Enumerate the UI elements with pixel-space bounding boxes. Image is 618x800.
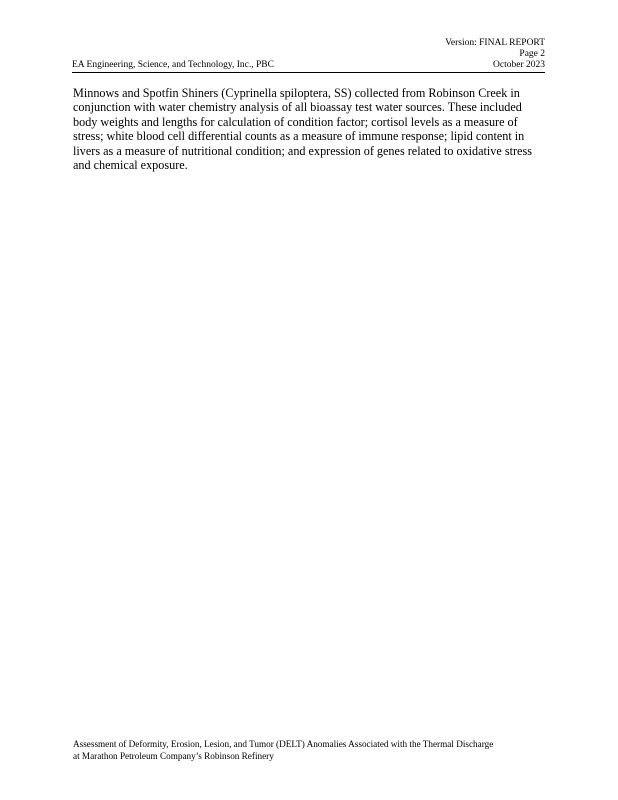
report-version: Version: FINAL REPORT (445, 38, 545, 48)
running-header-right (445, 38, 545, 71)
body-line: livers as a measure of nutritional condition; and expression of genes related to oxidative stress (73, 143, 532, 158)
running-footer (73, 739, 493, 762)
body-line: stress; white blood cell differential counts as a measure of immune response; lipid content in (73, 129, 525, 144)
header-divider (72, 72, 545, 73)
body-line: body weights and lengths for calculation of condition factor; cortisol levels as a measure of (73, 114, 518, 129)
body-line: Minnows and Spotfin Shiners (Cyprinella spiloptera, SS) collected from Robinson Creek in (73, 86, 520, 100)
page-number: Page 2 (519, 49, 545, 59)
body-line: and chemical exposure. (73, 158, 188, 173)
report-date: October 2023 (493, 60, 545, 70)
company-name: EA Engineering, Science, and Technology, Inc., PBC (72, 60, 274, 70)
footer-title-line-2: at Marathon Petroleum Company’s Robinson Refinery (73, 750, 274, 761)
footer-title-line-1: Assessment of Deformity, Erosion, Lesion, and Tumor (DELT) Anomalies Associated with the Thermal Discharge (73, 739, 494, 749)
body-line: conjunction with water chemistry analysis of all bioassay test water sources. These included (73, 100, 522, 115)
body-paragraph (73, 86, 593, 172)
